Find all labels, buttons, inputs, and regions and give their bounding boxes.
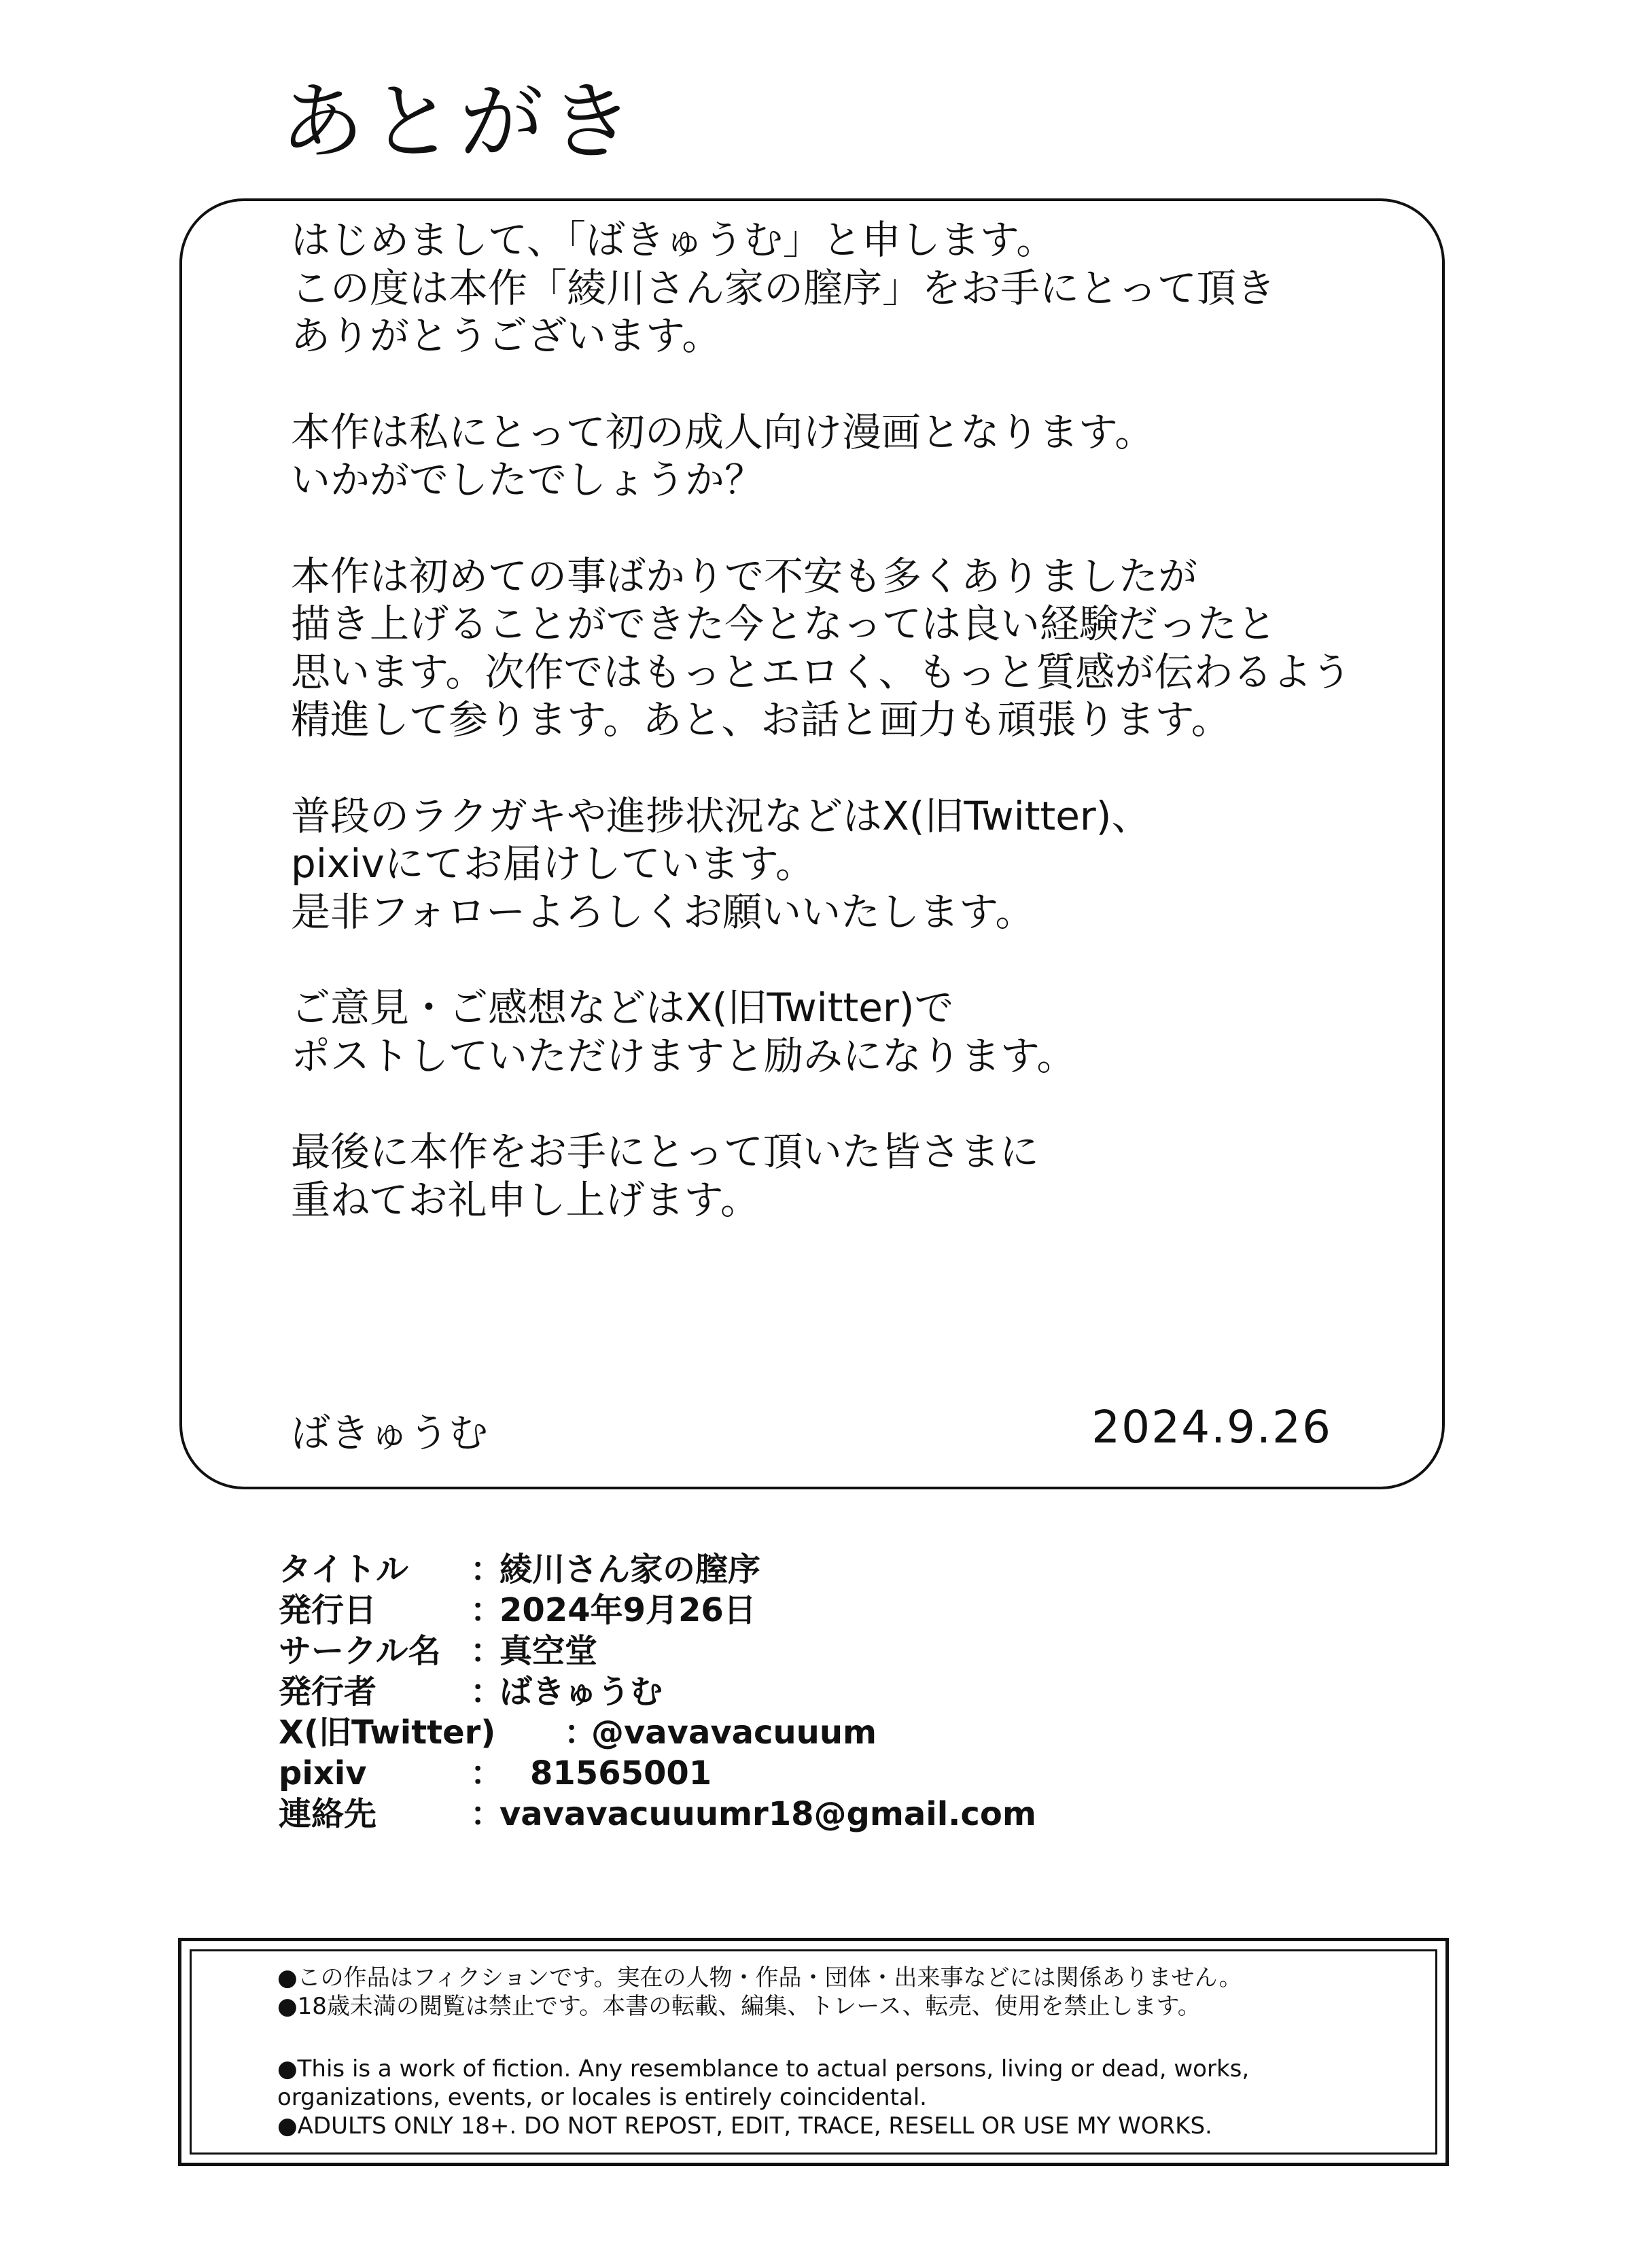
notice-inner-border bbox=[190, 1949, 1437, 2155]
contact-email-link[interactable]: vavavacuuumr18@gmail.com bbox=[499, 1795, 1036, 1833]
colophon-label: タイトル bbox=[279, 1551, 409, 1589]
pixiv-id-link[interactable]: 81565001 bbox=[530, 1754, 712, 1792]
colophon-colon: ： bbox=[470, 1673, 504, 1711]
message-paragraph-5: ご意見・ご感想などはX(旧Twitter)で ポストしていただけますと励みになります。 bbox=[291, 985, 1076, 1079]
message-paragraph-2: 本作は私にとって初の成人向け漫画となります。 いかがでしたでしょうか？ bbox=[291, 408, 1155, 503]
colophon-colon: ： bbox=[470, 1632, 504, 1670]
colophon-label: 発行者 bbox=[279, 1673, 377, 1711]
x-account-link[interactable]: @vavavacuuum bbox=[591, 1714, 877, 1752]
notice-box bbox=[178, 1938, 1449, 2166]
colophon-row-issue-date bbox=[279, 1590, 1434, 1631]
colophon-colon: ： bbox=[470, 1551, 504, 1589]
colophon-row-title bbox=[279, 1549, 1434, 1590]
colophon-value: ばきゅうむ bbox=[499, 1673, 663, 1711]
colophon-colon: ： bbox=[564, 1714, 597, 1752]
colophon-row-circle bbox=[279, 1631, 1434, 1671]
colophon-value: 2024年9月26日 bbox=[499, 1591, 756, 1629]
notice-spacer bbox=[277, 2021, 1365, 2055]
message-paragraph-6: 最後に本作をお手にとって頂いた皆さまに 重ねてお礼申し上げます。 bbox=[291, 1129, 1039, 1223]
colophon-value: 綾川さん家の膣序 bbox=[499, 1551, 761, 1589]
colophon-colon: ： bbox=[470, 1591, 504, 1629]
colophon bbox=[279, 1549, 1434, 1835]
afterword-message-body bbox=[291, 216, 1419, 1224]
colophon-label: サークル名 bbox=[279, 1632, 441, 1670]
notice-en-adults: ●ADULTS ONLY 18+. DO NOT REPOST, EDIT, TRACE, RESELL OR USE MY WORKS. bbox=[277, 2112, 1212, 2140]
colophon-value: 真空堂 bbox=[499, 1632, 598, 1670]
colophon-row-x-account bbox=[279, 1712, 1434, 1753]
message-paragraph-3: 本作は初めての事ばかりで不安も多くありましたが 描き上げることができた今となっては良い経験だったと 思います。次作ではもっとエロく、もっと質感が伝わるよう 精進して参ります。あと、お話と画力も頑張ります。 bbox=[291, 552, 1352, 743]
colophon-colon: ： bbox=[470, 1754, 504, 1792]
colophon-label: 連絡先 bbox=[279, 1795, 377, 1833]
message-paragraph-4: 普段のラクガキや進捗状況などはX(旧Twitter)、 pixivにてお届けしています。 是非フォローよろしくお願いいたします。 bbox=[291, 792, 1151, 935]
message-paragraph-1: はじめまして、「ばきゅうむ」と申します。 この度は本作「綾川さん家の膣序」をお手にとって頂き ありがとうございます。 bbox=[291, 217, 1276, 359]
notice-en-fiction-1: ●This is a work of fiction. Any resemblance to actual persons, living or dead, works, bbox=[277, 2055, 1250, 2083]
author-signature: ばきゅうむ bbox=[291, 1410, 489, 1456]
colophon-label: 発行日 bbox=[279, 1591, 377, 1629]
afterword-date: 2024.9.26 bbox=[1091, 1401, 1332, 1453]
colophon-row-publisher bbox=[279, 1671, 1434, 1712]
notice-en-fiction-2: organizations, events, or locales is entirely coincidental. bbox=[277, 2084, 927, 2111]
colophon-label: X(旧Twitter) bbox=[279, 1714, 496, 1752]
notice-text bbox=[277, 1964, 1365, 2140]
colophon-colon: ： bbox=[470, 1795, 504, 1833]
colophon-label: pixiv bbox=[279, 1754, 367, 1792]
notice-jp-fiction: ●この作品はフィクションです。実在の人物・作品・団体・出来事などには関係ありません。 bbox=[277, 1964, 1242, 1991]
colophon-row-pixiv bbox=[279, 1753, 1434, 1794]
page-title: あとがき bbox=[280, 73, 639, 171]
colophon-row-contact bbox=[279, 1794, 1434, 1835]
afterword-message-box bbox=[179, 198, 1445, 1489]
notice-jp-age: ●18歳未満の閲覧は禁止です。本書の転載、編集、トレース、転売、使用を禁止します。 bbox=[277, 1993, 1201, 2020]
